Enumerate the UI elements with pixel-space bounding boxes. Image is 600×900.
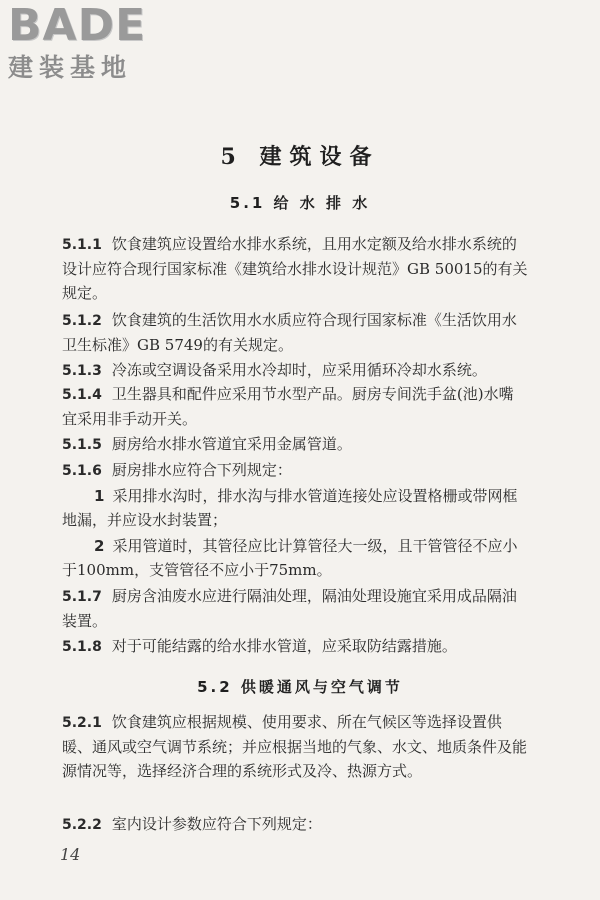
page-number: 14 [60, 845, 81, 864]
clause-number: 5.1.2 [62, 313, 102, 329]
clause-number: 5.1.7 [62, 589, 102, 605]
clause-text: 室内设计参数应符合下列规定： [111, 815, 322, 833]
clause-number: 5.2.2 [62, 817, 102, 833]
clause-number: 5.2.1 [62, 715, 102, 731]
clause-5-1-5 [62, 432, 528, 457]
item-text: 采用排水沟时，排水沟与排水管道连接处应设置格栅或带网框地漏，并应设水封装置； [62, 487, 518, 529]
section-title-5-2: 5.2 供暖通风与空气调节 [197, 678, 403, 696]
item-text: 采用管道时，其管径应比计算管径大一级，且干管管径不应小于100mm，支管管径不应小于75mm。 [62, 537, 518, 579]
chapter-title: 5 建筑设备 [220, 144, 380, 170]
clause-text: 冷冻或空调设备采用水冷却时，应采用循环冷却水系统。 [111, 361, 487, 379]
logo [8, 0, 178, 84]
item-number: 2 [94, 537, 105, 555]
logo-wordmark: BADE [8, 0, 147, 51]
clause-5-1-6-item-2 [62, 534, 528, 582]
clause-text: 饮食建筑的生活饮用水水质应符合现行国家标准《生活饮用水卫生标准》GB 5749的有关规定。 [62, 311, 517, 354]
clause-5-1-2 [62, 308, 528, 357]
clause-text: 厨房排水应符合下列规定： [111, 461, 292, 479]
item-number: 1 [94, 487, 105, 505]
clause-5-1-1 [62, 232, 528, 305]
clause-number: 5.1.3 [62, 363, 102, 379]
logo-subtitle: 建装基地 [8, 53, 133, 82]
clause-text: 饮食建筑应根据规模、使用要求、所在气候区等选择设置供暖、通风或空气调节系统；并应根据当地的气象、水文、地质条件及能源情况等，选择经济合理的系统形式及冷、热源方式。 [62, 713, 528, 780]
clause-5-1-6-item-1 [62, 484, 528, 532]
clause-5-1-7 [62, 584, 528, 633]
clause-number: 5.1.8 [62, 639, 102, 655]
clause-5-2-2 [62, 812, 528, 837]
clause-number: 5.1.6 [62, 463, 102, 479]
clause-text: 厨房给水排水管道宜采用金属管道。 [111, 435, 352, 453]
clause-text: 对于可能结露的给水排水管道，应采取防结露措施。 [111, 637, 457, 655]
clause-number: 5.1.5 [62, 437, 102, 453]
clause-text: 厨房含油废水应进行隔油处理，隔油处理设施宜采用成品隔油装置。 [62, 587, 517, 630]
clause-5-1-8 [62, 634, 528, 659]
clause-5-1-6 [62, 458, 528, 483]
section-title-5-1: 5.1 给 水 排 水 [229, 194, 371, 212]
clause-text: 卫生器具和配件应采用节水型产品。厨房专间洗手盆(池)水嘴宜采用非手动开关。 [62, 385, 514, 428]
clause-text: 饮食建筑应设置给水排水系统，且用水定额及给水排水系统的设计应符合现行国家标准《建筑给水排水设计规范》GB 50015的有关规定。 [62, 235, 528, 302]
clause-5-1-4 [62, 382, 528, 431]
clause-5-1-3 [62, 358, 528, 383]
clause-number: 5.1.4 [62, 387, 102, 403]
clause-5-2-1 [62, 710, 528, 783]
clause-number: 5.1.1 [62, 237, 102, 253]
